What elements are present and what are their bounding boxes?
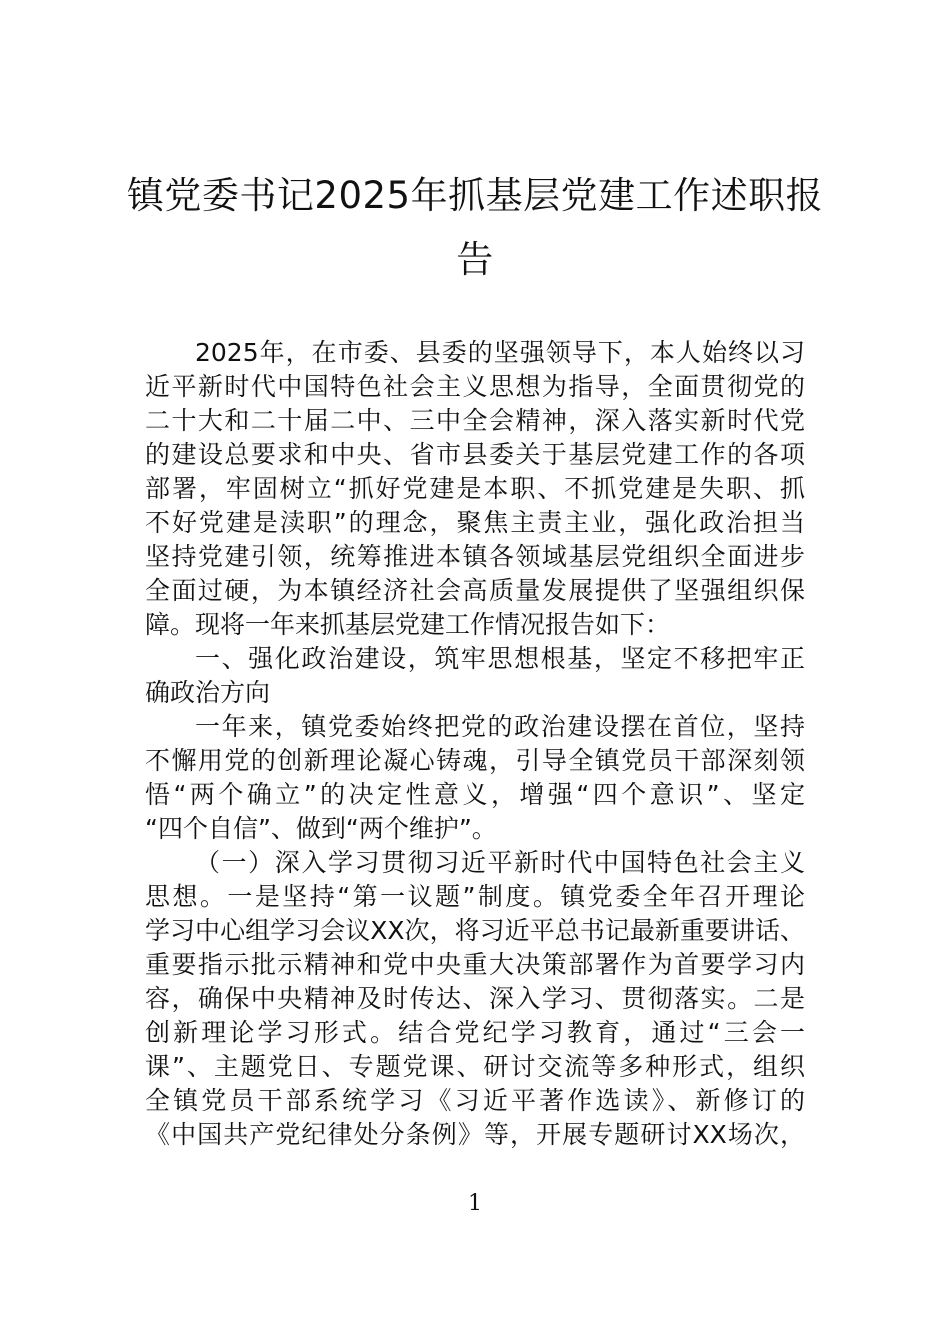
paragraph-line: 容，确保中央精神及时传达、深入学习、贯彻落实。二是	[145, 984, 805, 1013]
page-number: 1	[468, 1191, 482, 1216]
paragraph-line: 障。现将一年来抓基层党建工作情况报告如下：	[145, 610, 671, 639]
paragraph-line: 创新理论学习形式。结合党纪学习教育，通过“三会一	[145, 1018, 805, 1047]
paragraph-line: 重要指示批示精神和党中央重大决策部署作为首要学习内	[145, 950, 805, 979]
document-title	[120, 164, 830, 292]
paragraph-line: 《中国共产党纪律处分条例》等，开展专题研讨XX场次，	[145, 1120, 805, 1149]
paragraph-line: 悟“两个确立”的决定性意义，增强“四个意识”、坚定	[145, 780, 805, 809]
paragraph-line: （一）深入学习贯彻习近平新时代中国特色社会主义	[195, 848, 805, 877]
title-line-1: 镇党委书记2025年抓基层党建工作述职报	[126, 174, 824, 217]
document-body	[145, 336, 815, 1152]
paragraph-line: 不懈用党的创新理论凝心铸魂，引导全镇党员干部深刻领	[145, 746, 805, 775]
paragraph-line: 思想。一是坚持“第一议题”制度。镇党委全年召开理论	[145, 882, 805, 911]
paragraph-line: 坚持党建引领，统筹推进本镇各领域基层党组织全面进步	[145, 542, 805, 571]
paragraph-line: 近平新时代中国特色社会主义思想为指导，全面贯彻党的	[145, 372, 805, 401]
paragraph-line: 二十大和二十届二中、三中全会精神，深入落实新时代党	[145, 406, 805, 435]
paragraph-line: 部署，牢固树立“抓好党建是本职、不抓党建是失职、抓	[145, 474, 805, 503]
paragraph-line: 课”、主题党日、专题党课、研讨交流等多种形式，组织	[145, 1052, 805, 1081]
paragraph-line: 不好党建是渎职”的理念，聚焦主责主业，强化政治担当	[145, 508, 805, 537]
paragraph-line: 全面过硬，为本镇经济社会高质量发展提供了坚强组织保	[145, 576, 805, 605]
title-line-2: 告	[456, 238, 494, 281]
section-heading-line: 一、强化政治建设，筑牢思想根基，坚定不移把牢正	[195, 644, 805, 673]
paragraph-line: 的建设总要求和中央、省市县委关于基层党建工作的各项	[145, 440, 805, 469]
section-heading-line: 确政治方向	[145, 678, 271, 707]
paragraph-line: 一年来，镇党委始终把党的政治建设摆在首位，坚持	[195, 712, 805, 741]
paragraph-line: 全镇党员干部系统学习《习近平著作选读》、新修订的	[145, 1086, 805, 1115]
paragraph-line: 2025年，在市委、县委的坚强领导下，本人始终以习	[195, 338, 805, 367]
paragraph-line: 学习中心组学习会议XX次，将习近平总书记最新重要讲话、	[145, 916, 805, 945]
paragraph-line: “四个自信”、做到“两个维护”。	[145, 814, 497, 843]
